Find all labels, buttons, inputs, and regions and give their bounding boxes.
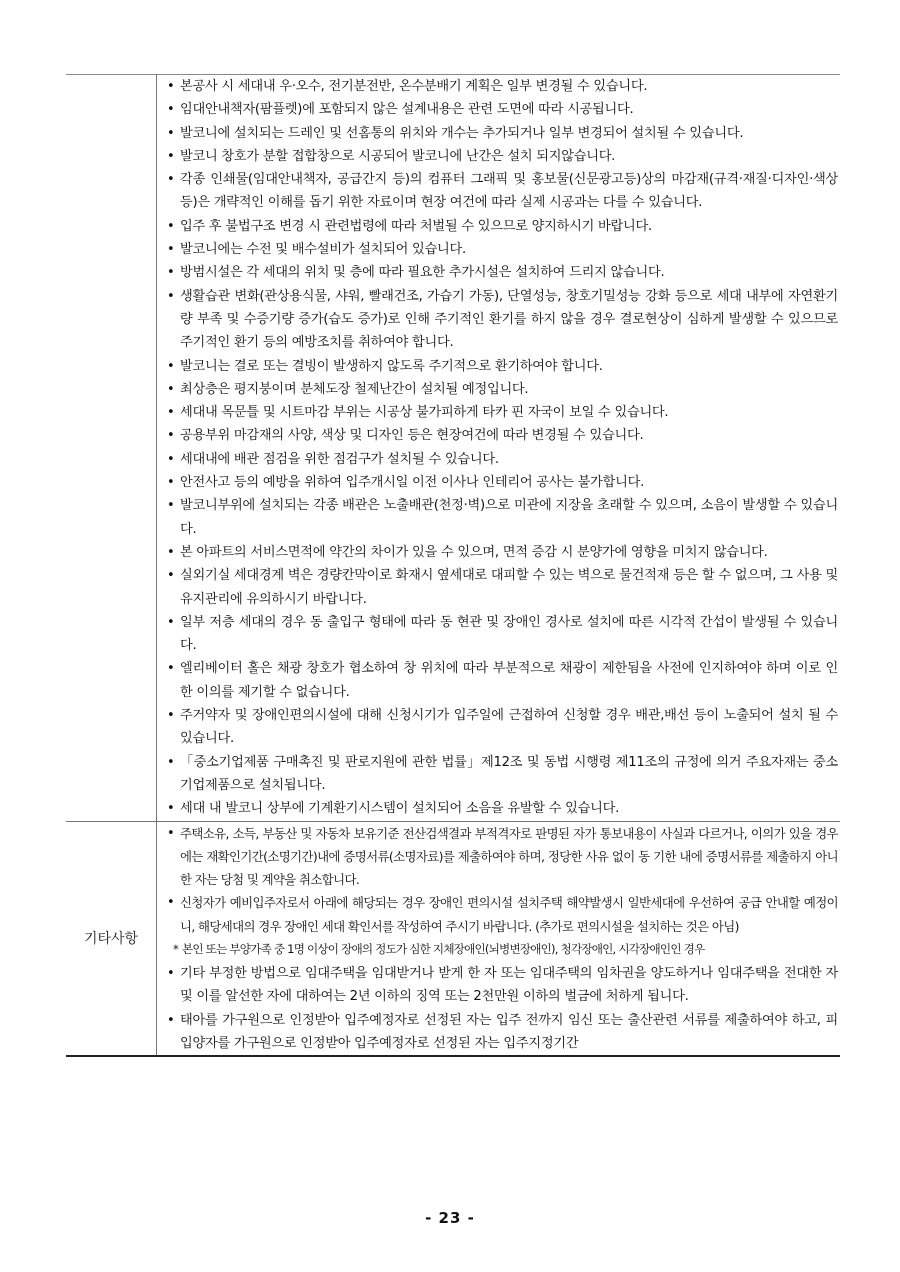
list-item: • 발코니에 설치되는 드레인 및 선홈통의 위치와 개수는 추가되거나 일부 변경되어 설치될 수 있습니다. xyxy=(167,122,838,145)
list-item: • 본공사 시 세대내 우·오수, 전기분전반, 온수분배기 계획은 일부 변경될 수 있습니다. xyxy=(167,75,838,98)
other-matters-list xyxy=(167,822,838,1056)
list-item: • 발코니는 결로 또는 결빙이 발생하지 않도록 주기적으로 환기하여야 합니다. xyxy=(167,355,838,378)
list-item: • 발코니에는 수전 및 배수설비가 설치되어 있습니다. xyxy=(167,238,838,261)
list-item: • 발코니 창호가 분할 접합창으로 시공되어 발코니에 난간은 설치 되지않습니다. xyxy=(167,145,838,168)
list-item: • 생활습관 변화(관상용식물, 샤워, 빨래건조, 가습기 가동), 단열성능, 창호기밀성능 강화 등으로 세대 내부에 자연환기량 부족 및 수증기량 증가(습도 증가)로 인해 주기적인 환기를 하지 않을 경우 결로현상이 심하게 발생할 수 있으므로 주기적인 환기 등의 예방조치를 취하여야 합니다. xyxy=(167,285,838,355)
list-item: • 안전사고 등의 예방을 위하여 입주개시일 이전 이사나 인테리어 공사는 불가합니다. xyxy=(167,471,838,494)
list-item: • 공용부위 마감재의 사양, 색상 및 디자인 등은 현장여건에 따라 변경될 수 있습니다. xyxy=(167,424,838,447)
list-item: • 본 아파트의 서비스면적에 약간의 차이가 있을 수 있으며, 면적 증감 시 분양가에 영향을 미치지 않습니다. xyxy=(167,541,838,564)
list-item: • 임대안내책자(팜플렛)에 포함되지 않은 설계내용은 관련 도면에 따라 시공됩니다. xyxy=(167,98,838,121)
list-item: • 엘리베이터 홀은 채광 창호가 협소하여 창 위치에 따라 부분적으로 채광이 제한됨을 사전에 인지하여야 하며 이로 인한 이의를 제기할 수 없습니다. xyxy=(167,657,838,704)
list-item: • 「중소기업제품 구매촉진 및 판로지원에 관한 법률」제12조 및 동법 시행령 제11조의 규정에 의거 주요자재는 중소기업제품으로 설치됩니다. xyxy=(167,751,838,798)
list-item: • 실외기실 세대경계 벽은 경량칸막이로 화재시 옆세대로 대피할 수 있는 벽으로 물건적재 등은 할 수 없으며, 그 사용 및 유지관리에 유의하시기 바랍니다. xyxy=(167,564,838,611)
list-item: • 최상층은 평지붕이며 분체도장 철제난간이 설치될 예정입니다. xyxy=(167,378,838,401)
footnote-star: * xyxy=(173,941,178,956)
list-item: • 방범시설은 각 세대의 위치 및 층에 따라 필요한 추가시설은 설치하여 드리지 않습니다. xyxy=(167,261,838,284)
list-item: • 주택소유, 소득, 부동산 및 자동차 보유기준 전산검색결과 부적격자로 판명된 자가 통보내용이 사실과 다르거나, 이의가 있을 경우에는 재확인기간(소명기간)내에 증명서류(소명자료)를 제출하여야 하며, 정당한 사유 없이 동 기한 내에 증명서류를 제출하지 아니한 자는 당첨 및 계약을 취소합니다. xyxy=(167,822,838,892)
other-matters-content xyxy=(157,821,841,1056)
list-item: • 태아를 가구원으로 인정받아 입주예정자로 선정된 자는 입주 전까지 임신 또는 출산관련 서류를 제출하여야 하고, 피입양자를 가구원으로 인정받아 입주예정자로 선정된 자는 입주지정기간 xyxy=(167,1009,838,1056)
list-item: • 주거약자 및 장애인편의시설에 대해 신청시기가 입주일에 근접하여 신청할 경우 배관,배선 등이 노출되어 설치 될 수 있습니다. xyxy=(167,704,838,751)
list-item: • 발코니부위에 설치되는 각종 배관은 노출배관(천정·벽)으로 미관에 지장을 초래할 수 있으며, 소음이 발생할 수 있습니다. xyxy=(167,494,838,541)
list-item: • 세대내 목문틀 및 시트마감 부위는 시공상 불가피하게 타카 핀 자국이 보일 수 있습니다. xyxy=(167,401,838,424)
general-notes-list xyxy=(167,75,838,821)
footnote-text: 본인 또는 부양가족 중 1명 이상이 장애의 정도가 심한 지체장애인(뇌병변장애인), 청각장애인, 시각장애인인 경우 xyxy=(182,941,705,956)
list-item: • 세대 내 발코니 상부에 기계환기시스템이 설치되어 소음을 유발할 수 있습니다. xyxy=(167,797,838,820)
list-item: • 입주 후 불법구조 변경 시 관련법령에 따라 처벌될 수 있으므로 양지하시기 바랍니다. xyxy=(167,215,838,238)
list-item: • 일부 저층 세대의 경우 동 출입구 형태에 따라 동 현관 및 장애인 경사로 설치에 따른 시각적 간섭이 발생될 수 있습니다. xyxy=(167,611,838,658)
general-notes-row xyxy=(66,75,840,822)
list-item: • 신청자가 예비입주자로서 아래에 해당되는 경우 장애인 편의시설 설치주택 해약발생시 일반세대에 우선하여 공급 안내할 예정이니, 해당세대의 경우 장애인 세대 확인서를 작성하여 주시기 바랍니다. (추가로 편의시설을 설치하는 것은 아님) xyxy=(167,891,838,938)
list-item: • 세대내에 배관 점검을 위한 점검구가 설치될 수 있습니다. xyxy=(167,448,838,471)
list-item: • 각종 인쇄물(임대안내책자, 공급간지 등)의 컴퓨터 그래픽 및 홍보물(신문광고등)상의 마감재(규격·재질·디자인·색상 등)은 개략적인 이해를 돕기 위한 자료이며 현장 여건에 따라 실제 시공과는 다를 수 있습니다. xyxy=(167,168,838,215)
notice-document xyxy=(66,74,840,1057)
page-number: - 23 - xyxy=(425,1209,475,1227)
footnote-item xyxy=(173,939,838,959)
other-matters-label: 기타사항 xyxy=(66,821,157,1056)
other-matters-row xyxy=(66,821,840,1056)
notice-table xyxy=(66,74,840,1057)
list-item: • 기타 부정한 방법으로 임대주택을 임대받거나 받게 한 자 또는 임대주택의 임차권을 양도하거나 임대주택을 전대한 자 및 이를 알선한 자에 대하여는 2년 이하의 징역 또는 2천만원 이하의 벌금에 처하게 됩니다. xyxy=(167,962,838,1009)
general-notes-content xyxy=(157,75,841,822)
general-notes-label-cell xyxy=(66,75,157,822)
